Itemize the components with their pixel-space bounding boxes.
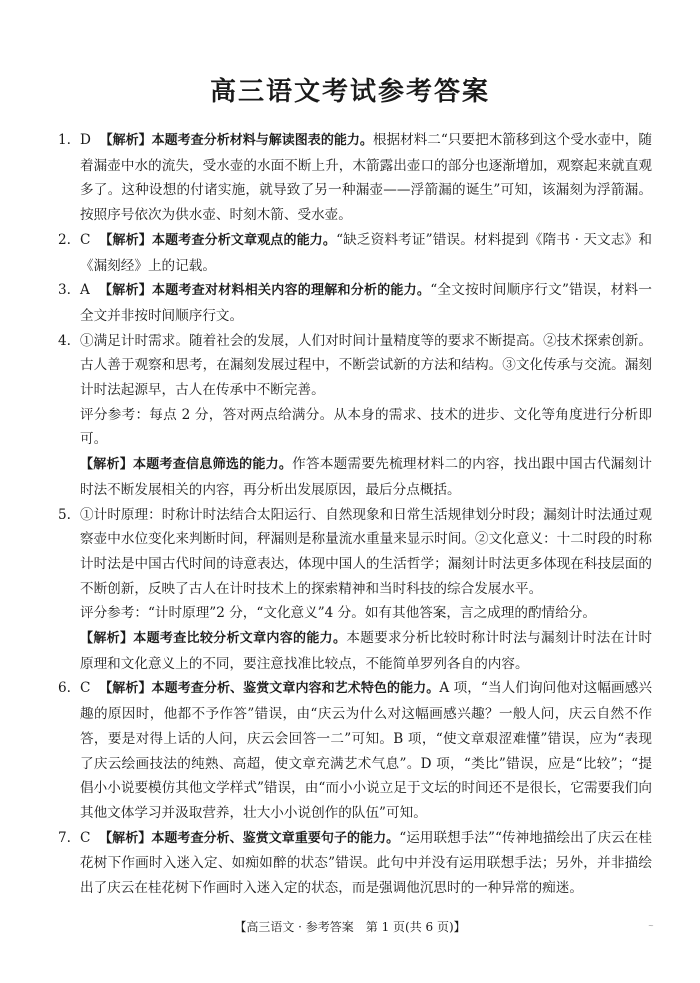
analysis-5: [58, 626, 652, 676]
answer-item-4: [58, 329, 652, 403]
analysis-body: “运用联想手法”“传神地描绘出了庆云在桂花树下作画时入迷入定、如痴如醉的状态”错误。此句中并没有运用联想手法；另外，并非描绘出了庆云在桂花树下作画时入迷入定的状态，而是强调他沉思时的一种异常的痴迷。: [80, 829, 652, 897]
analysis-stem: 本题考查分析、鉴赏文章内容和艺术特色的能力。: [151, 681, 440, 697]
analysis-tag: 【解析】: [99, 830, 152, 846]
analysis-4: [58, 452, 652, 502]
analysis-stem: 本题考查分析、鉴赏文章重要句子的能力。: [151, 830, 400, 846]
analysis-body: A 项，“当人们询问他对这幅画感兴趣的原因时，他都不予作答”错误，由“庆云为什么对这幅画感兴趣？一般人问，庆云自然不作答，要是对得上话的人问，庆云会回答一二”可知。B 项，“使文章艰涩难懂”错误，应为“表现了庆云绘画技法的纯熟、高超，使文章充满艺术气息”。D 项，“类比”错误，应是“比较”；“提倡小小说要模仿其他文学样式”错误，由“而小小说立足于文坛的时间还不是很长，它需要我们向其他文体学习并汲取营养，壮大小小说创作的队伍”可知。: [80, 680, 652, 821]
analysis-tag: 【解析】: [99, 232, 152, 248]
analysis-stem: 本题考查比较分析文章内容的能力。: [133, 631, 347, 647]
analysis-body: “全文按时间顺序行文”错误，材料一全文并非按时间顺序行文。: [80, 282, 652, 324]
answer-choice: C: [80, 231, 91, 248]
answer-item-6: [58, 676, 652, 825]
analysis-tag: 【解析】: [99, 681, 152, 697]
analysis-stem: 本题考查对材料相关内容的理解和分析的能力。: [151, 283, 431, 299]
answer-text: ①满足计时需求。随着社会的发展，人们对时间计量精度等的要求不断提高。②技术探索创新。古人善于观察和思考，在漏刻发展过程中，不断尝试新的方法和结构。③文化传承与交流。漏刻计时法起源早，古人在传承中不断完善。: [80, 332, 652, 399]
answer-choice: A: [80, 282, 90, 299]
answer-text: ①计时原理：时称计时法结合太阳运行、自然现象和日常生活规律划分时段；漏刻计时法通过观察壶中水位变化来判断时间，秤漏则是称量流水重量来显示时间。②文化意义：十二时段的时称计时法是中国古代时间的诗意表达，体现中国人的生活哲学；漏刻计时法更多体现在科技层面的不断创新，反映了古人在计时技术上的探索精神和当时科技的综合发展水平。: [80, 506, 652, 597]
scoring-note-4: 评分参考：每点 2 分，答对两点给满分。从本身的需求、技术的进步、文化等角度进行分析即可。: [80, 406, 652, 448]
answer-choice: C: [80, 829, 91, 846]
analysis-body: 根据材料二“只要把木箭移到这个受水壶中，随着漏壶中水的流失，受水壶的水面不断上升，木箭露出壶口的部分也逐渐增加，观察起来就直观多了。这种设想的付诸实施，就导致了另一种漏壶——浮箭漏的诞生”可知，该漏刻为浮箭漏。按照序号依次为供水壶、时刻木箭、受水壶。: [80, 132, 652, 224]
answer-item-1: [58, 128, 652, 228]
scoring-note-5: 评分参考：“计时原理”2 分，“文化意义”4 分。如有其他答案，言之成理的酌情给分。: [80, 605, 596, 622]
item-number: 4.: [58, 332, 71, 349]
analysis-stem: 本题考查分析文章观点的能力。: [151, 232, 337, 248]
item-number: 2.: [58, 231, 71, 248]
item-number: 1.: [58, 132, 71, 148]
item-number: 7.: [58, 829, 71, 846]
answer-choice: D: [80, 132, 91, 148]
item-number: 5.: [58, 506, 71, 523]
analysis-body: “缺乏资料考证”错误。材料提到《隋书 · 天文志》和《漏刻经》上的记载。: [80, 231, 652, 274]
answer-choice: C: [80, 680, 91, 697]
analysis-body: 本题要求分析比较时称计时法与漏刻计时法在计时原理和文化意义上的不同，要注意找准比较点，不能简单罗列各自的内容。: [80, 630, 652, 672]
item-number: 6.: [58, 680, 71, 697]
page-footer: 【高三语文 · 参考答案 第 1 页(共 6 页)】: [234, 920, 466, 934]
analysis-body: 作答本题需要先梳理材料二的内容，找出跟中国古代漏刻计时法不断发展相关的内容，再分析出发展原因，最后分点概括。: [80, 456, 652, 498]
analysis-stem: 本题考查信息筛选的能力。: [133, 457, 293, 473]
answer-list: [58, 128, 652, 901]
corner-mark: ~: [648, 922, 654, 930]
answer-item-2: [58, 228, 652, 278]
page-title: 高三语文考试参考答案: [209, 77, 490, 107]
answer-item-5: [58, 503, 652, 602]
analysis-tag: 【解析】: [80, 631, 134, 647]
analysis-tag: 【解析】: [80, 457, 134, 473]
analysis-tag: 【解析】: [98, 283, 152, 299]
item-number: 3.: [58, 282, 71, 299]
answer-item-3: [58, 278, 652, 328]
analysis-tag: 【解析】: [99, 133, 152, 148]
analysis-stem: 本题考查分析材料与解读图表的能力。: [151, 133, 373, 148]
answer-item-7: [58, 826, 652, 901]
